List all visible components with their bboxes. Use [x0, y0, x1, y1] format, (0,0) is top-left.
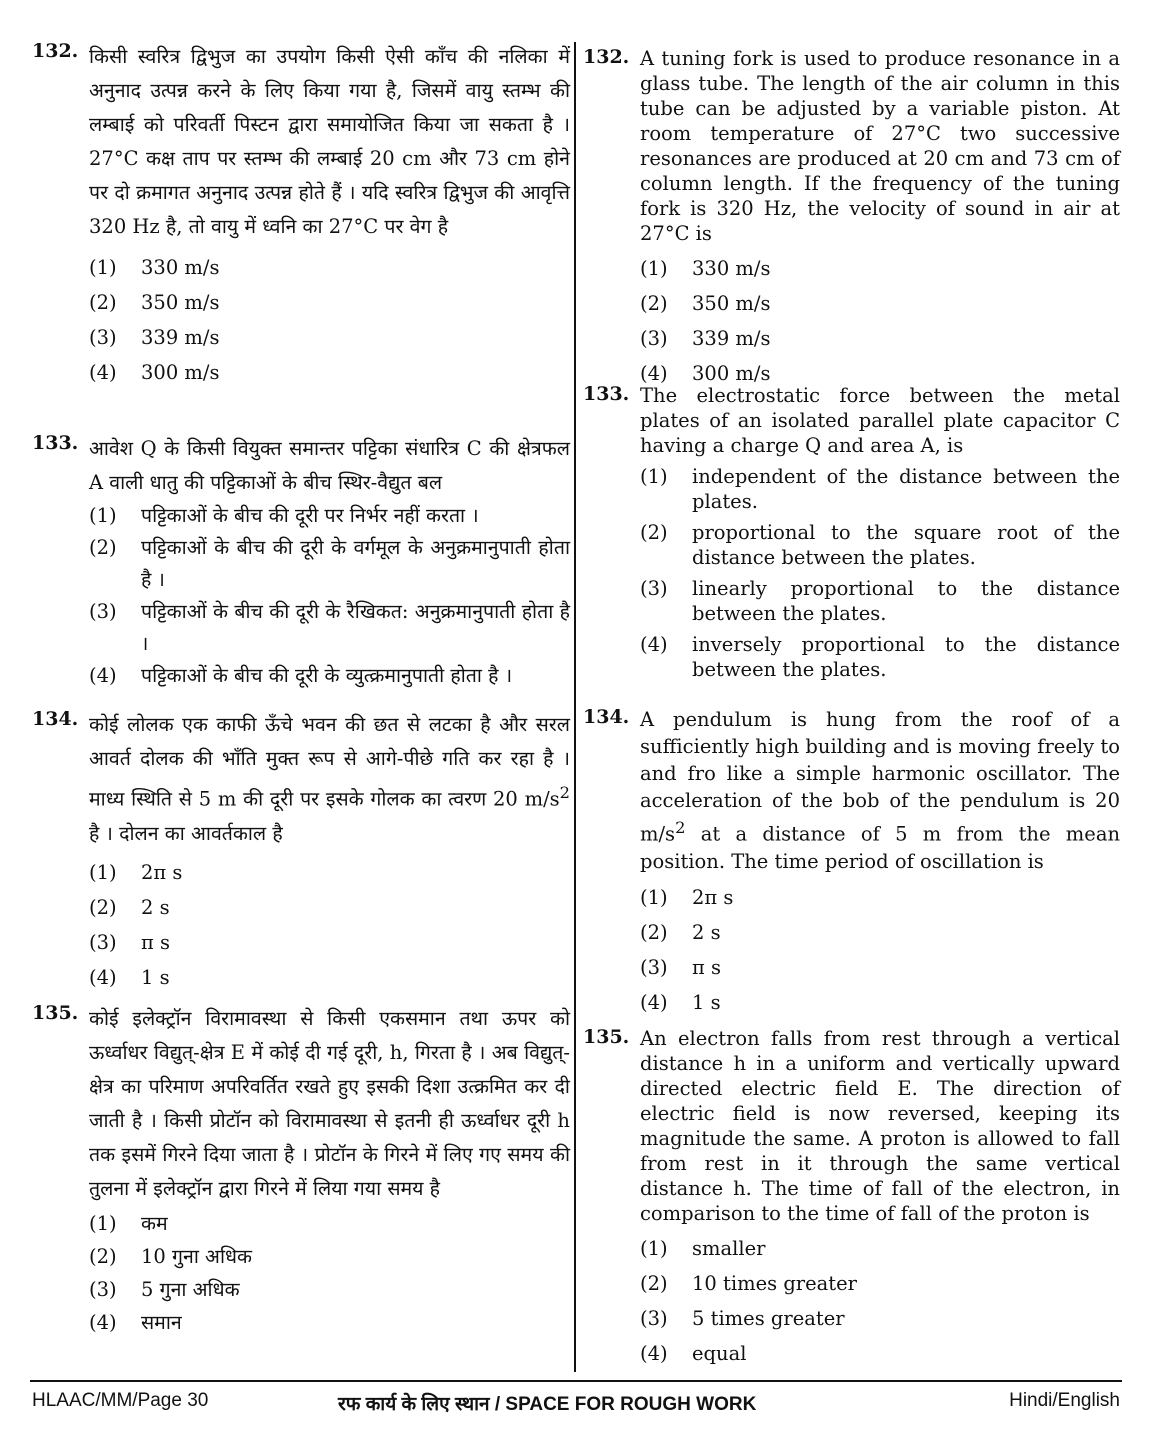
option-1: (1) 2π s [89, 860, 183, 884]
question-135-english [583, 1026, 1120, 1366]
question-133-english [583, 383, 1120, 682]
option-4: (4) पट्टिकाओं के बीच की दूरी के व्युत्क्रमानुपाती होता है । [89, 664, 513, 687]
option-3: (3) linearly proportional to the distance between the plates. [640, 577, 1120, 625]
question-number: 133. [32, 432, 79, 454]
option-3: (3) 339 m/s [640, 327, 771, 350]
question-stem: The electrostatic force between the metal plates of an isolated parallel plate capacitor C having a charge Q and area A, is [640, 384, 1120, 457]
question-134-english [583, 706, 1120, 1015]
question-number: 132. [583, 46, 630, 68]
option-3: (3) π s [89, 930, 171, 954]
question-number: 132. [32, 40, 79, 62]
option-2: (2) 10 गुना अधिक [89, 1245, 252, 1268]
option-4: (4) 1 s [640, 990, 721, 1014]
question-number: 134. [32, 708, 79, 730]
question-number: 135. [32, 1002, 79, 1024]
option-2: (2) 2 s [89, 895, 170, 919]
option-4: (4) 1 s [89, 965, 170, 989]
question-134-hindi [32, 708, 570, 994]
rough-work-label: रफ कार्य के लिए स्थान / SPACE FOR ROUGH WORK [338, 1394, 757, 1415]
option-1: (1) independent of the distance between the plates. [640, 465, 1120, 513]
question-135-hindi [32, 1002, 570, 1339]
option-1: (1) 2π s [640, 885, 734, 909]
question-stem: कोई इलेक्ट्रॉन विरामावस्था से किसी एकसमान तथा ऊपर को ऊर्ध्वाधर विद्युत्-क्षेत्र E में कोई दी गई दूरी, h, गिरता है । अब विद्युत्-क्षेत्र का परिमाण अपरिवर्तित रखते हुए इसकी दिशा उत्क्रमित कर दी जाती है । किसी प्रोटॉन को विरामावस्था से इतनी ही ऊर्ध्वाधर दूरी h तक इसमें गिरने दिया जाता है । प्रोटॉन के गिरने में लिए गए समय की तुलना में इलेक्ट्रॉन द्वारा गिरने में लिया गया समय है [89, 1007, 570, 1200]
option-3: (3) π s [640, 955, 722, 979]
page-code: HLAAC/MM/Page 30 [32, 1390, 209, 1411]
option-4: (4) 300 m/s [640, 362, 771, 385]
option-2: (2) 350 m/s [89, 291, 220, 314]
option-2: (2) 2 s [640, 920, 721, 944]
option-3: (3) 5 गुना अधिक [89, 1278, 240, 1301]
question-stem: A pendulum is hung from the roof of a sufficiently high building and is moving freely to and fro like a simple harmonic oscillator. The acceleration of the bob of the pendulum is 20 $m/s^2$ at a distance of 5 m from the mean position. The time period of oscillation is [640, 708, 1120, 873]
question-stem: आवेश Q के किसी वियुक्त समान्तर पट्टिका संधारित्र C की क्षेत्रफल A वाली धातु की पट्टिकाओं के बीच स्थिर-वैद्युत बल [89, 437, 570, 494]
option-1: (1) 330 m/s [89, 256, 220, 279]
question-133-hindi [32, 432, 570, 692]
question-number: 135. [583, 1026, 630, 1048]
question-stem: किसी स्वरित्र द्विभुज का उपयोग किसी ऐसी काँच की नलिका में अनुनाद उत्पन्न करने के लिए किया गया है, जिसमें वायु स्तम्भ की लम्बाई को परिवर्ती पिस्टन द्वारा समायोजित किया जा सकता है । 27°C कक्ष ताप पर स्तम्भ की लम्बाई 20 cm और 73 cm होने पर दो क्रमागत अनुनाद उत्पन्न होते हैं । यदि स्वरित्र द्विभुज की आवृत्ति 320 Hz है, तो वायु में ध्वनि का 27°C पर वेग है [89, 45, 570, 238]
option-1: (1) 330 m/s [640, 257, 771, 280]
option-2: (2) 350 m/s [640, 292, 771, 315]
option-4: (4) inversely proportional to the distance between the plates. [640, 633, 1120, 681]
question-stem: कोई लोलक एक काफी ऊँचे भवन की छत से लटका है और सरल आवर्त दोलक की भाँति मुक्त रूप से आगे-पीछे गति कर रहा है । माध्य स्थिति से 5 m की दूरी पर इसके गोलक का त्वरण 20 $m/s^2$ है । दोलन का आवर्तकाल है [89, 713, 570, 845]
option-4: (4) 300 m/s [89, 361, 220, 384]
question-stem: A tuning fork is used to produce resonance in a glass tube. The length of the air column in this tube can be adjusted by a variable piston. At room temperature of 27°C two successive resonances are produced at 20 cm and 73 cm of column length. If the frequency of the tuning fork is 320 Hz, the velocity of sound in air at 27°C is [640, 47, 1120, 245]
option-2: (2) proportional to the square root of the distance between the plates. [640, 521, 1120, 569]
option-1: (1) पट्टिकाओं के बीच की दूरी पर निर्भर नहीं करता । [89, 504, 479, 527]
question-132-english [583, 46, 1120, 386]
option-3: (3) 5 times greater [640, 1307, 845, 1330]
question-132-hindi [32, 40, 570, 389]
option-1: (1) कम [89, 1212, 168, 1235]
language-label: Hindi/English [1009, 1390, 1120, 1411]
column-divider [574, 42, 576, 1372]
option-2: (2) पट्टिकाओं के बीच की दूरी के वर्गमूल के अनुक्रमानुपाती होता है । [89, 536, 570, 591]
option-4: (4) समान [89, 1311, 182, 1334]
footer-rule [30, 1380, 1122, 1382]
question-number: 133. [583, 383, 630, 405]
option-4: (4) equal [640, 1342, 747, 1365]
option-3: (3) 339 m/s [89, 326, 220, 349]
option-3: (3) पट्टिकाओं के बीच की दूरी के रैखिकत: अनुक्रमानुपाती होता है । [89, 600, 570, 655]
question-number: 134. [583, 706, 630, 728]
question-stem: An electron falls from rest through a vertical distance h in a uniform and vertically upward directed electric field E. The direction of electric field is now reversed, keeping its magnitude the same. A proton is allowed to fall from rest in it through the same vertical distance h. The time of fall of the electron, in comparison to the time of fall of the proton is [640, 1027, 1120, 1225]
option-2: (2) 10 times greater [640, 1272, 857, 1295]
option-1: (1) smaller [640, 1237, 766, 1260]
